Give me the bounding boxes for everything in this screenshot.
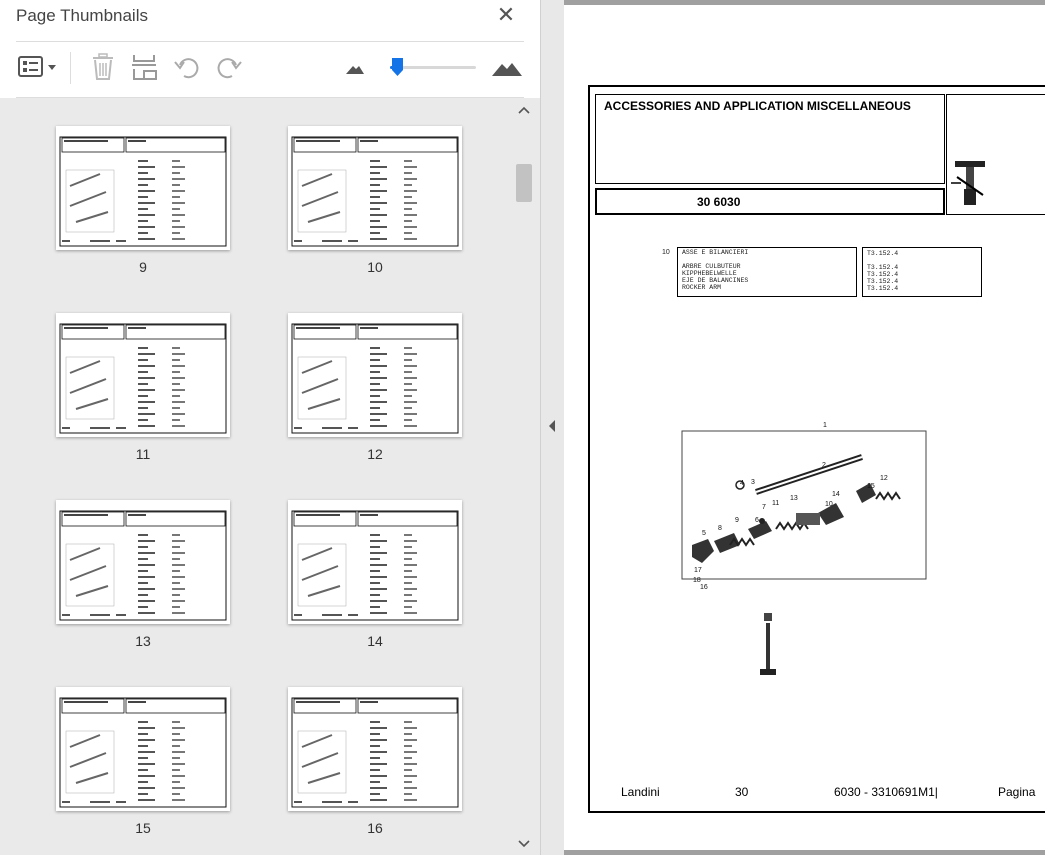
page-footer — [590, 785, 1045, 801]
diagram-callout: 5 — [702, 530, 706, 537]
thumbnail-page-number: 15 — [135, 820, 151, 836]
thumbnail-image — [288, 500, 462, 624]
diagram-callout: 15 — [867, 483, 875, 490]
footer-ref: 6030 - 3310691M1| — [834, 785, 938, 799]
rotate-clockwise-icon[interactable] — [214, 52, 244, 82]
thumbnail-image — [288, 687, 462, 811]
document-page — [588, 85, 1045, 813]
thumbnail-page[interactable] — [56, 126, 230, 275]
thumbnail-page[interactable] — [288, 687, 462, 836]
exploded-parts-diagram — [680, 417, 940, 677]
diagram-callout: 1 — [823, 422, 827, 429]
thumbnail-image — [56, 126, 230, 250]
scrollbar-thumb[interactable] — [516, 164, 532, 202]
diagram-callout: 9 — [735, 517, 739, 524]
thumbnail-page-number: 14 — [367, 633, 383, 649]
thumbnail-page[interactable] — [288, 313, 462, 462]
page-edge-bottom — [564, 850, 1045, 855]
thumbnail-image — [288, 126, 462, 250]
rotate-counterclockwise-icon[interactable] — [172, 52, 202, 82]
footer-group: 30 — [735, 785, 749, 799]
collapse-panel-icon[interactable] — [547, 418, 557, 437]
thumbnail-scrollbar[interactable] — [514, 98, 534, 855]
diagram-callout: 3 — [751, 479, 755, 486]
page-edge-top — [564, 0, 1045, 5]
slider-thumb[interactable] — [391, 57, 404, 77]
tool-icon-box — [946, 94, 1045, 215]
part-reference-box — [862, 247, 982, 297]
footer-brand: Landini — [621, 785, 660, 799]
diagram-callout: 12 — [880, 475, 888, 482]
thumbnail-page[interactable] — [56, 313, 230, 462]
part-description-text: ASSE E BILANCIERI ARBRE CULBUTEUR KIPPHEBELWELLE EJE DE BALANCINES ROCKER ARM — [682, 249, 749, 291]
thumbnail-options-icon[interactable] — [16, 52, 60, 82]
diagram-callout: 6 — [755, 517, 759, 524]
insert-pages-icon[interactable] — [130, 52, 160, 82]
header-box — [595, 94, 945, 184]
thumbnail-page[interactable] — [288, 500, 462, 649]
diagram-callout: 8 — [718, 525, 722, 532]
diagram-callout: 18 — [693, 577, 701, 584]
document-view[interactable] — [564, 0, 1045, 855]
diagram-callout: 2 — [822, 462, 826, 469]
thumbnail-page-number: 16 — [367, 820, 383, 836]
section-code: 30 6030 — [697, 195, 741, 209]
diagram-callout: 16 — [700, 584, 708, 591]
thumbnail-page[interactable] — [288, 126, 462, 275]
thumbnail-grid — [0, 98, 540, 855]
thumbnail-image — [56, 687, 230, 811]
scroll-up-icon[interactable] — [514, 102, 534, 122]
part-reference-text: T3.152.4 T3.152.4 T3.152.4 T3.152.4 T3.152.4 — [867, 250, 899, 292]
diagram-callout: 11 — [772, 500, 780, 507]
toolbar-separator — [70, 52, 71, 84]
thumbnail-page[interactable] — [56, 500, 230, 649]
diagram-callout: 14 — [832, 491, 840, 498]
diagram-callout: 4 — [740, 480, 744, 487]
thumbnail-page-number: 9 — [139, 259, 147, 275]
code-box — [595, 188, 945, 215]
panel-title: Page Thumbnails — [16, 6, 148, 25]
thumbnail-image — [56, 313, 230, 437]
scroll-down-icon[interactable] — [514, 835, 534, 855]
diagram-callout: 10 — [825, 501, 833, 508]
thumbnail-page-number: 11 — [135, 446, 151, 462]
mountain-small-icon[interactable] — [343, 52, 367, 82]
close-icon[interactable]: ✕ — [496, 2, 516, 27]
footer-page-label: Pagina — [998, 785, 1036, 799]
trash-icon[interactable] — [88, 52, 118, 82]
thumbnail-toolbar — [0, 42, 540, 97]
valve-tool-icon — [947, 95, 1045, 216]
thumbnail-page-number: 12 — [367, 446, 383, 462]
panel-divider[interactable] — [540, 0, 564, 855]
diagram-callout: 7 — [762, 504, 766, 511]
thumbnail-image — [56, 500, 230, 624]
page-title: ACCESSORIES AND APPLICATION MISCELLANEOUS — [604, 99, 911, 113]
item-number: 10 — [662, 249, 670, 256]
diagram-callout: 13 — [790, 495, 798, 502]
mountain-large-icon[interactable] — [490, 52, 524, 82]
part-description-box — [677, 247, 857, 297]
thumbnail-page[interactable] — [56, 687, 230, 836]
thumbnail-page-number: 13 — [135, 633, 151, 649]
thumbnail-page-number: 10 — [367, 259, 383, 275]
thumbnail-image — [288, 313, 462, 437]
diagram-callout: 17 — [694, 567, 702, 574]
